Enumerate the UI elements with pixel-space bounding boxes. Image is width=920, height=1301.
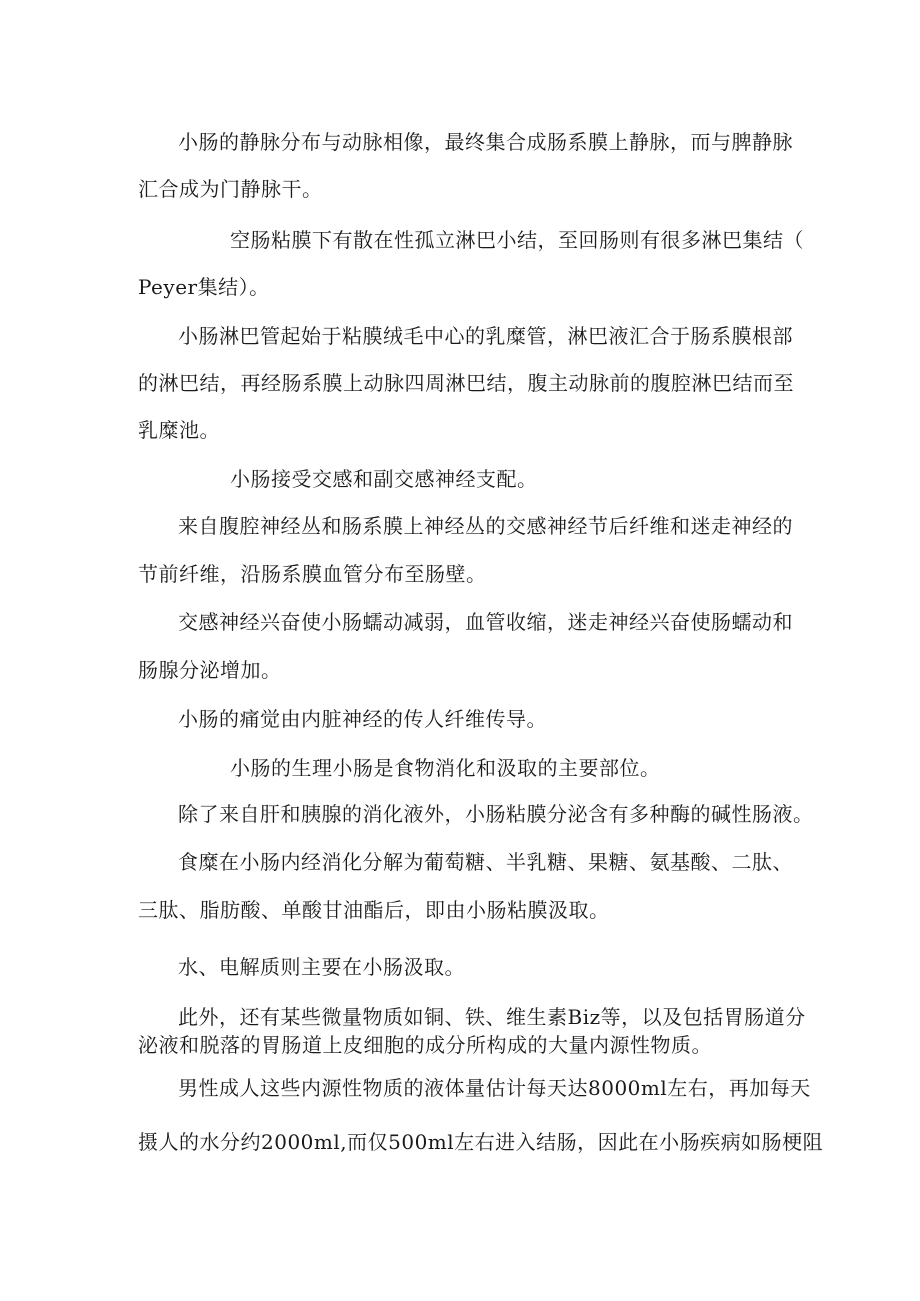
paragraph-line: 节前纤维，沿肠系膜血管分布至肠壁。 xyxy=(138,562,487,586)
paragraph-line: 小肠的静脉分布与动脉相像，最终集合成肠系膜上静脉，而与脾静脉 xyxy=(178,130,793,154)
paragraph-line: 乳糜池。 xyxy=(138,418,220,442)
paragraph-line: 小肠接受交感和副交感神经支配。 xyxy=(230,467,538,491)
paragraph-line: 空肠粘膜下有散在性孤立淋巴小结，至回肠则有很多淋巴集结（ xyxy=(230,228,804,252)
paragraph-line: 小肠的生理小肠是食物消化和汲取的主要部位。 xyxy=(230,756,661,780)
paragraph-line: 男性成人这些内源性物质的液体量估计每天达8000ml左右，再加每天 xyxy=(178,1076,811,1100)
paragraph-line: 此外，还有某些微量物质如铜、铁、维生素Biz等，以及包括胃肠道分 xyxy=(178,1005,806,1029)
paragraph-line: Peyer集结）。 xyxy=(138,275,270,299)
paragraph-line: 小肠淋巴管起始于粘膜绒毛中心的乳糜管，淋巴液汇合于肠系膜根部 xyxy=(178,324,793,348)
paragraph-line: 肠腺分泌增加。 xyxy=(138,658,282,682)
paragraph-line: 汇合成为门静脉干。 xyxy=(138,177,323,201)
paragraph-line: 水、电解质则主要在小肠汲取。 xyxy=(178,955,465,979)
paragraph-line: 除了来自肝和胰腺的消化液外，小肠粘膜分泌含有多种酶的碱性肠液。 xyxy=(178,802,814,826)
paragraph-line: 交感神经兴奋使小肠蠕动减弱，血管收缩，迷走神经兴奋使肠蠕动和 xyxy=(178,610,793,634)
paragraph-line: 食糜在小肠内经消化分解为葡萄糖、半乳糖、果糖、氨基酸、二肽、 xyxy=(178,850,793,874)
paragraph-line: 三肽、脂肪酸、单酸甘油酯后，即由小肠粘膜汲取。 xyxy=(138,898,610,922)
paragraph-line: 泌液和脱落的胃肠道上皮细胞的成分所构成的大量内源性物质。 xyxy=(138,1033,712,1057)
paragraph-line: 来自腹腔神经丛和肠系膜上神经丛的交感神经节后纤维和迷走神经的 xyxy=(178,514,793,538)
paragraph-line: 小肠的痛觉由内脏神经的传人纤维传导。 xyxy=(178,707,547,731)
paragraph-line: 的淋巴结，再经肠系膜上动脉四周淋巴结，腹主动脉前的腹腔淋巴结而至 xyxy=(138,371,794,395)
paragraph-line: 摄人的水分约2000ml,而仅500ml左右进入结肠，因此在小肠疾病如肠梗阻 xyxy=(138,1130,824,1154)
